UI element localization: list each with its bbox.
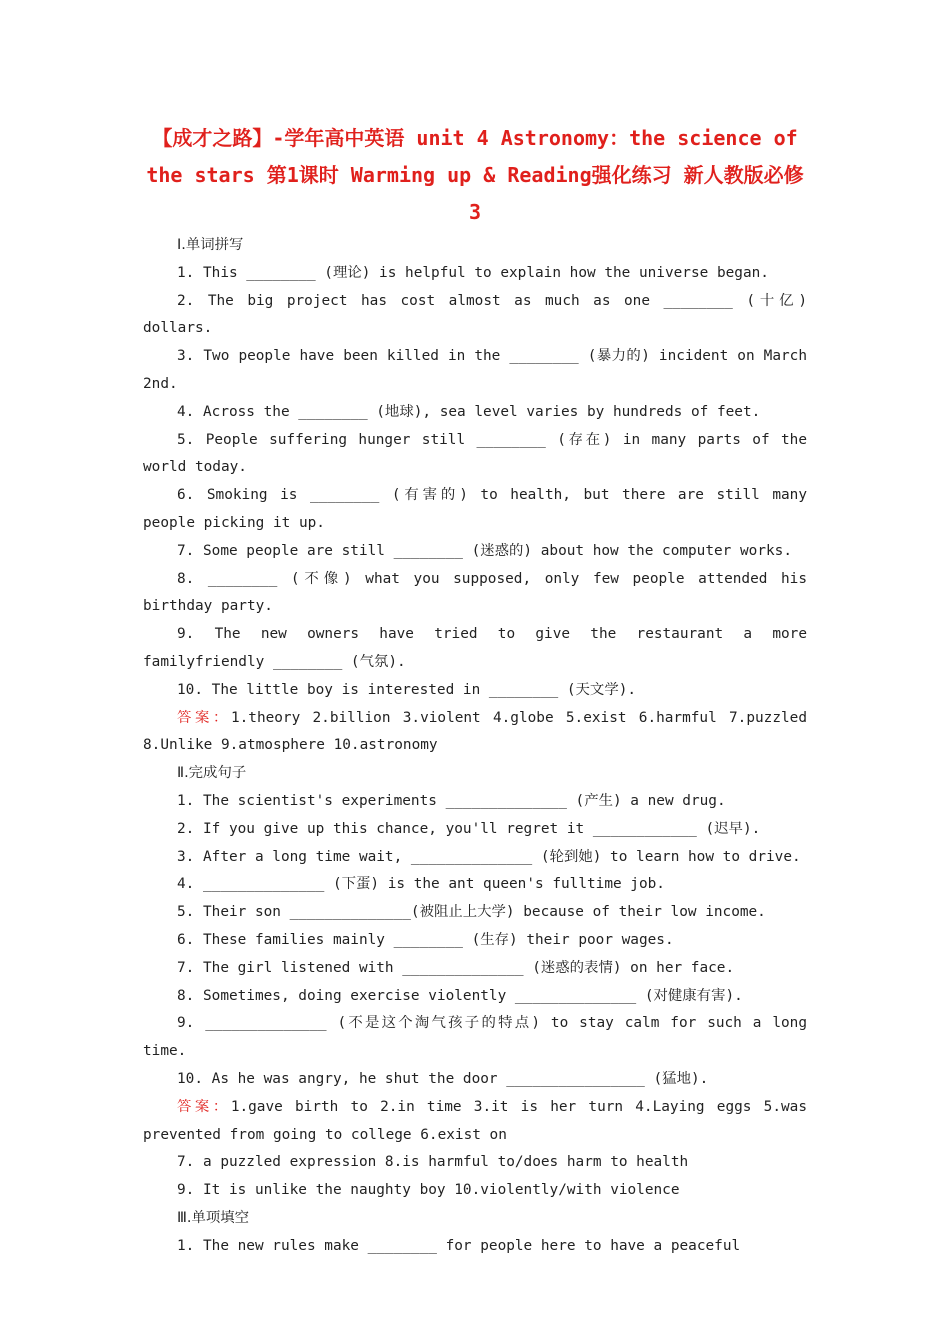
question-item: 8. ________ (不像) what you supposed, only few people attended his birthday party. [143, 570, 807, 615]
question-item: 5. Their son ______________(被阻止上大学) because of their low income. [177, 904, 766, 921]
section-heading-spelling: Ⅰ.单词拼写 [177, 237, 244, 253]
section-heading-multiple-choice: Ⅲ.单项填空 [177, 1209, 250, 1226]
answer-text: 1.gave birth to 2.in time 3.it is her turn 4.Laying eggs 5.was prevented from going to college 6.exist on [143, 1098, 807, 1143]
document-title: 【成才之路】-学年高中英语 unit 4 Astronomy：the science of the stars 第1课时 Warming up & Reading强化练习 新人教版必修3 [146, 126, 804, 224]
question-item: 1. The scientist's experiments ______________ (产生) a new drug. [177, 792, 726, 809]
answer-label: 答案： [177, 709, 231, 726]
answer-text: 1.theory 2.billion 3.violent 4.globe 5.exist 6.harmful 7.puzzled 8.Unlike 9.atmosphere 10.astronomy [143, 709, 807, 754]
question-item: 6. Smoking is ________ (有害的) to health, but there are still many people picking it up. [143, 487, 807, 531]
document-body [143, 232, 807, 1260]
question-item: 3. After a long time wait, ______________ (轮到她) to learn how to drive. [177, 848, 801, 865]
question-item: 9. ______________ (不是这个淘气孩子的特点) to stay calm for such a long time. [143, 1015, 807, 1060]
answer-key-line: 7. a puzzled expression 8.is harmful to/does harm to health [177, 1154, 689, 1171]
question-item: 1. This ________ (理论) is helpful to explain how the universe began. [177, 264, 769, 281]
question-item: 2. If you give up this chance, you'll regret it ____________ (迟早). [177, 820, 761, 837]
question-item: 7. The girl listened with ______________ (迷惑的表情) on her face. [177, 959, 735, 976]
question-item: 3. Two people have been killed in the ________ (暴力的) incident on March 2nd. [143, 348, 807, 392]
question-item: 10. As he was angry, he shut the door ________________ (猛地). [177, 1070, 709, 1087]
question-item: 2. The big project has cost almost as much as one ________ (十亿) dollars. [143, 292, 807, 337]
answer-key-line: 9. It is unlike the naughty boy 10.violently/with violence [177, 1182, 680, 1199]
question-item: 6. These families mainly ________ (生存) their poor wages. [177, 931, 674, 948]
question-item: 9. The new owners have tried to give the restaurant a more familyfriendly ________ (气氛). [143, 626, 807, 670]
section-heading-sentences: Ⅱ.完成句子 [177, 765, 247, 782]
question-item: 10. The little boy is interested in ________ (天文学). [177, 681, 637, 698]
answer-label: 答案： [177, 1098, 231, 1115]
question-item: 7. Some people are still ________ (迷惑的) about how the computer works. [177, 542, 792, 559]
answer-key [143, 1094, 807, 1150]
question-item: 1. The new rules make ________ for people here to have a peaceful [177, 1237, 741, 1254]
question-item: 4. ______________ (下蛋) is the ant queen's fulltime job. [177, 876, 665, 893]
question-item: 5. People suffering hunger still ________ (存在) in many parts of the world today. [143, 431, 807, 476]
question-item: 4. Across the ________ (地球), sea level varies by hundreds of feet. [177, 403, 761, 420]
answer-key [143, 705, 807, 761]
question-item: 8. Sometimes, doing exercise violently ______________ (对健康有害). [177, 987, 743, 1004]
